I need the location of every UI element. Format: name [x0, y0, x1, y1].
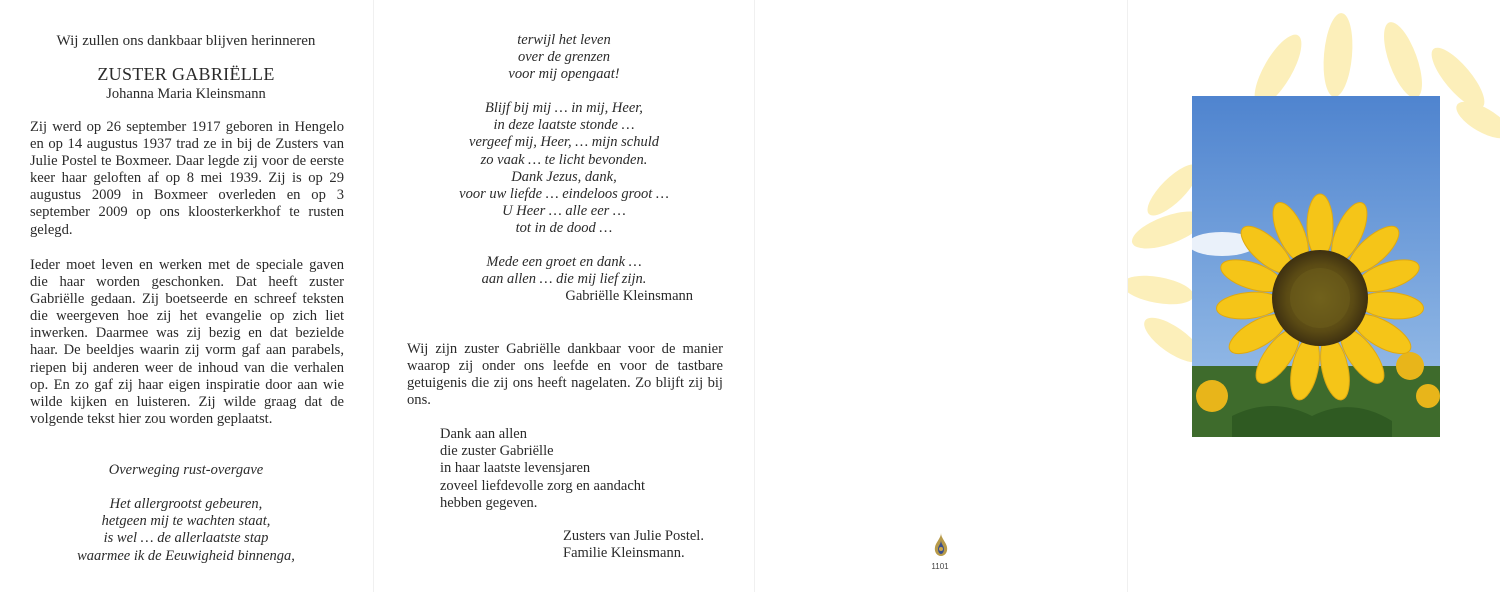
- closing-signatures: [563, 528, 704, 562]
- print-code: 1101: [931, 562, 949, 571]
- poem-stanza-4: [375, 254, 753, 288]
- poem-line: terwijl het leven: [517, 32, 611, 48]
- deceased-full-name: Johanna Maria Kleinsmann: [106, 86, 266, 102]
- poem-line: U Heer … alle eer …: [502, 203, 626, 220]
- poem-stanza-2: [375, 32, 753, 84]
- poem-line: aan allen … die mij lief zijn.: [481, 271, 647, 288]
- poem-line: waarmee ik de Eeuwigheid binnenga,: [77, 547, 295, 564]
- poem-title: Overweging rust-overgave: [108, 462, 264, 478]
- poem-signature: Gabriëlle Kleinsmann: [565, 288, 693, 304]
- poem-line: vergeef mij, Heer, … mijn schuld: [469, 134, 659, 151]
- deceased-name: ZUSTER GABRIËLLE: [97, 64, 275, 84]
- poem-line: Mede een groet en dank …: [486, 254, 642, 270]
- signature-line: Zusters van Julie Postel.: [563, 528, 704, 544]
- poem-line: tot in de dood …: [515, 220, 613, 237]
- panel-left: [0, 0, 372, 592]
- flame-drop-icon: [927, 532, 955, 558]
- panel-right: [1128, 0, 1500, 592]
- thanks-block: [440, 426, 645, 512]
- poem-line: zo vaak … te licht bevonden.: [480, 151, 648, 168]
- poem-line: hetgeen mij te wachten staat,: [101, 513, 271, 530]
- panel-center-right: [755, 0, 1125, 592]
- poem-stanza-3: [375, 100, 753, 238]
- tribute-paragraph: Ieder moet leven en werken met de speciale gaven die haar worden geschonken. Dat heeft zuster Gabriëlle gedaan. Zij boetseerde en schreef teksten die weergeven hoe zij het evangelie op zich liet inwerken. Daarmee was zij bezig en dat bezielde haar. De beeldjes waarin zij vorm gaf aan parabels, riepen bij anderen weer de inhoud van die verhalen op. En zo gaf zij haar eigen inspiratie door aan wie wilde kijken en luisteren. Zij wilde graag dat de volgende tekst hier zou worden geplaatst.: [30, 257, 344, 427]
- poem-line: Blijf bij mij … in mij, Heer,: [485, 100, 643, 116]
- thanks-line: Dank aan allen: [440, 426, 527, 442]
- poem-line: Het allergrootst gebeuren,: [109, 496, 263, 512]
- thanks-line: zoveel liefdevolle zorg en aandacht: [440, 477, 646, 494]
- sunflower-photo: [1192, 96, 1440, 437]
- poem-line: over de grenzen: [517, 49, 611, 66]
- intro-line: Wij zullen ons dankbaar blijven herinneren: [56, 33, 316, 49]
- sunflower-image: [1192, 96, 1440, 437]
- thanks-line: in haar laatste levensjaren: [440, 460, 591, 477]
- panel-center-left: [375, 0, 753, 592]
- thanks-line: hebben gegeven.: [440, 494, 538, 511]
- biography-paragraph: Zij werd op 26 september 1917 geboren in Hengelo en op 14 augustus 1937 trad ze in bij de Zusters van Julie Postel te Boxmeer. Daar legde zij voor de eerste keer haar geloften af op 8 mei 1939. Zij is op 29 augustus 2009 in Boxmeer overleden en op 3 september 2009 op ons kloosterkerkhof te rusten gelegd.: [30, 119, 344, 238]
- poem-line: in deze laatste stonde …: [493, 117, 635, 134]
- signature-line: Familie Kleinsmann.: [563, 545, 685, 562]
- poem-line: voor uw liefde … eindeloos groot …: [459, 186, 669, 203]
- poem-line: is wel … de allerlaatste stap: [103, 530, 269, 547]
- thanks-line: die zuster Gabriëlle: [440, 443, 554, 460]
- poem-stanza-1: [0, 496, 372, 565]
- poem-line: Dank Jezus, dank,: [511, 168, 617, 185]
- gratitude-paragraph: Wij zijn zuster Gabriëlle dankbaar voor de manier waarop zij onder ons leefde en voor de tastbare getuigenis die zij ons heeft nagelaten. Zo blijft zij bij ons.: [407, 341, 723, 409]
- poem-line: voor mij opengaat!: [508, 66, 620, 83]
